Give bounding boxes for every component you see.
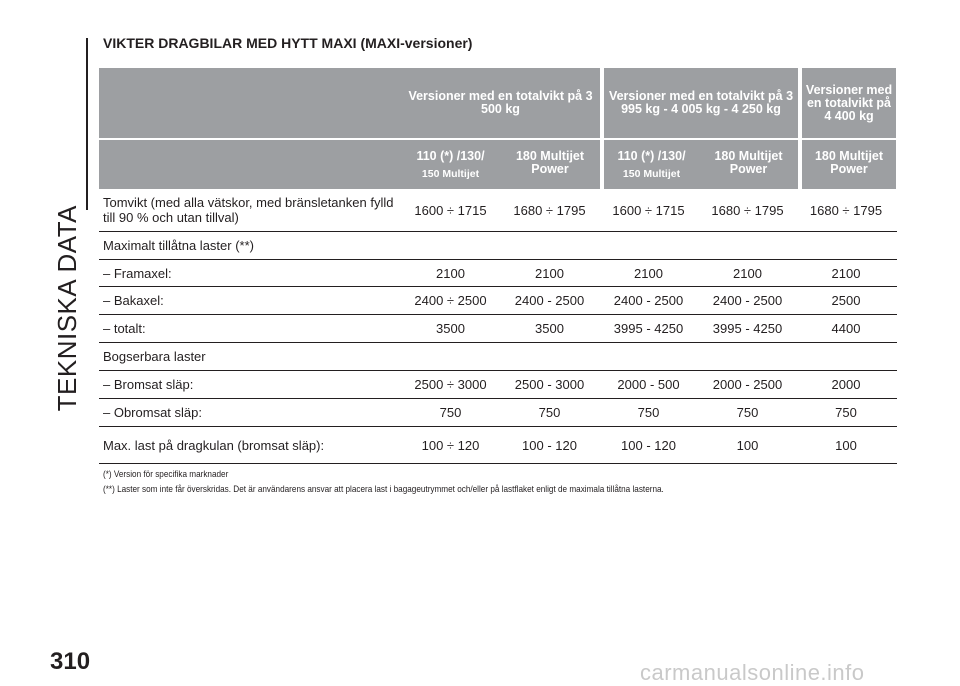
table-row: Maximalt tillåtna laster (**)	[99, 232, 897, 260]
header-col-5: 180 Multijet Power	[802, 140, 896, 189]
page-number: 310	[50, 648, 91, 675]
table-row: Max. last på dragkulan (bromsat släp): 100 ÷ 120 100 - 120 100 - 120 100 100	[99, 427, 897, 464]
table-row: – Obromsat släp: 750 750 750 750 750	[99, 399, 897, 427]
table-row: Bogserbara laster	[99, 343, 897, 371]
table-row: Tomvikt (med alla vätskor, med bränsletanken fylld till 90 % och utan tillval) 1600 ÷ 1715 1680 ÷ 1795 1600 ÷ 1715 1680 ÷ 1795 1680 ÷ 1795	[99, 189, 897, 232]
table-row: – totalt: 3500 3500 3995 - 4250 3995 - 4250 4400	[99, 315, 897, 343]
footnotes	[103, 467, 911, 497]
header-group-4400: Versioner med en totalvikt på 4 400 kg	[802, 68, 896, 138]
table-row: – Framaxel: 2100 2100 2100 2100 2100	[99, 260, 897, 287]
table-row: – Bromsat släp: 2500 ÷ 3000 2500 - 3000 2000 - 500 2000 - 2500 2000	[99, 371, 897, 399]
watermark: carmanualsonline.info	[640, 660, 865, 685]
weights-table	[99, 68, 897, 464]
table-body	[99, 189, 897, 464]
header-col-4: 180 Multijet Power	[699, 140, 798, 189]
header-group-3995-4250: Versioner med en totalvikt på 3 995 kg - 4 005 kg - 4 250 kg	[604, 68, 798, 138]
footnote: (**) Laster som inte får överskridas. Det är användarens ansvar att placera last i bagageutrymmet och/eller på lastflaket enligt de maximala tillåtna lasterna.	[103, 484, 664, 495]
header-col-2: 180 Multijet Power	[500, 140, 600, 189]
header-col-1: 110 (*) /130/ 150 Multijet	[401, 140, 500, 189]
side-divider-line	[86, 38, 88, 210]
header-blank-cell	[99, 68, 401, 138]
header-col-3: 110 (*) /130/ 150 Multijet	[604, 140, 699, 189]
table-row: – Bakaxel: 2400 ÷ 2500 2400 - 2500 2400 - 2500 2400 - 2500 2500	[99, 287, 897, 315]
header-group-3500: Versioner med en totalvikt på 3 500 kg	[401, 68, 600, 138]
header-blank-cell	[99, 140, 401, 189]
section-title: VIKTER DRAGBILAR MED HYTT MAXI (MAXI-versioner)	[103, 35, 473, 51]
footnote: (*) Version för specifika marknader	[103, 469, 229, 480]
side-label: TEKNISKA DATA	[52, 205, 82, 412]
header-row-groups	[99, 68, 897, 138]
header-row-engines	[99, 140, 897, 189]
